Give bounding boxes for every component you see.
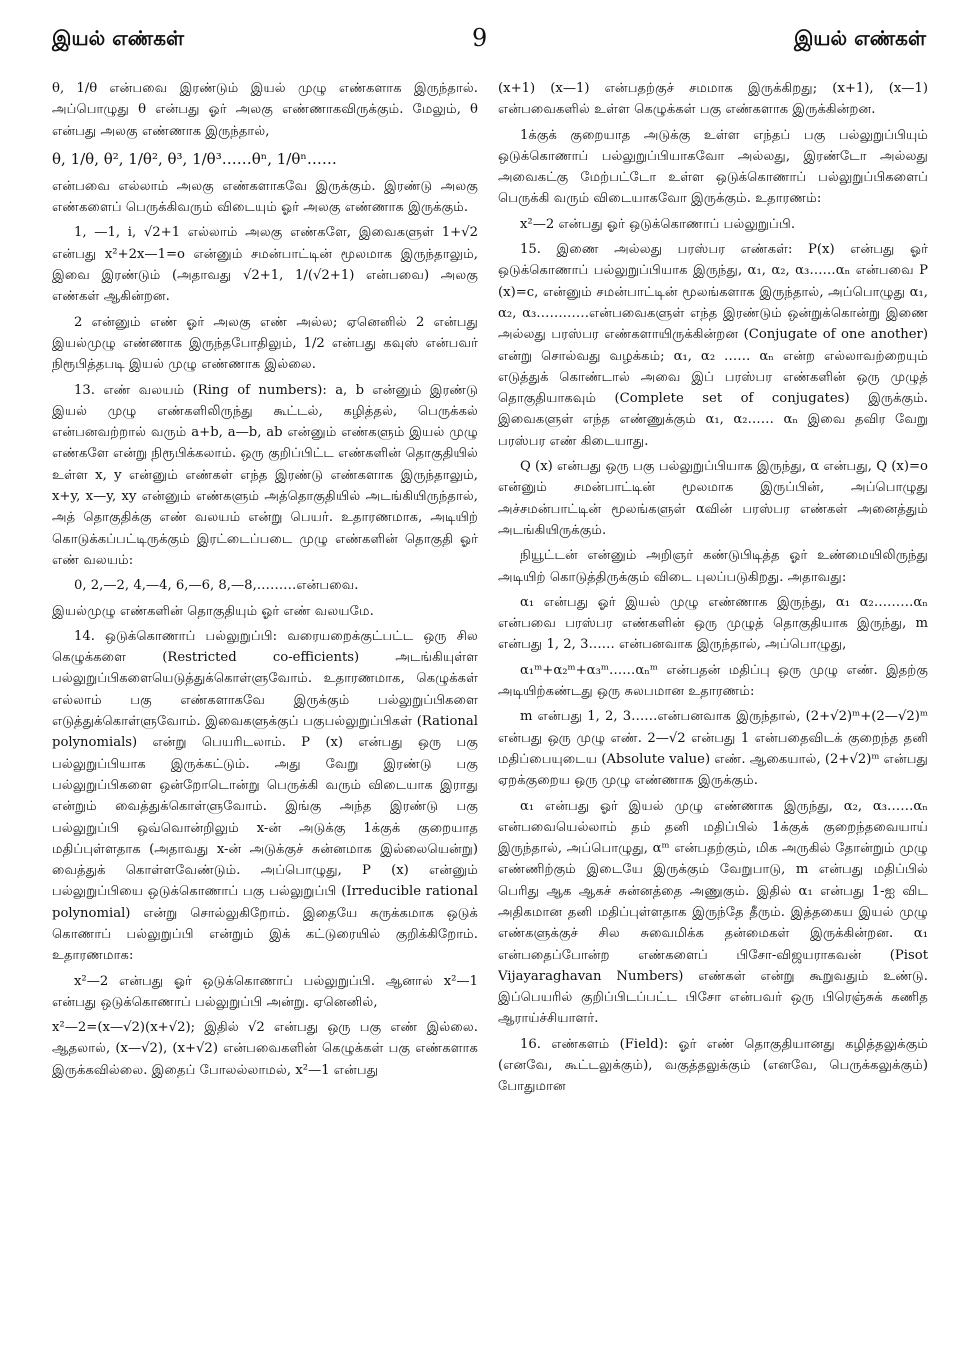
- paragraph: x²—2 என்பது ஓர் ஒடுக்கொணாப் பல்லுறுப்பி.: [520, 216, 796, 232]
- paragraph: θ, 1/θ என்பவை இரண்டும் இயல் முழு எண்களாக இருந்தால். அப்பொழுது θ என்பது ஓர் அலகு எண்ணாகவிருக்கும். மேலும், θ என்பது அலகு எண்ணாக இருந்தால்,: [52, 81, 478, 139]
- paragraph: 1க்குக் குறையாத அடுக்கு உள்ள எந்தப் பகு பல்லுறுப்பியும் ஒடுக்கொணாப் பல்லுறுப்பியாகவோ அல்லது, இரண்டோ அல்லது அவைகட்கு மேற்பட்டோ உள்ள ஒடுக்கொணாப் பல்லுறுப்பிகளைப் பெருக்கி வரும் விடையாகவோ இருக்கும். உதாரணம்:: [498, 127, 928, 207]
- running-head-left: இயல் எண்கள்: [52, 26, 185, 50]
- paragraph: 16. எண்களம் (Field): ஓர் எண் தொகுதியானது கழித்தலுக்கும் (எனவே, கூட்டலுக்கும்), வகுத்தலுக்கும் (எனவே, பெருக்கலுக்கும்) போதுமான: [498, 1036, 928, 1095]
- paragraph: α₁ என்பது ஓர் இயல் முழு எண்ணாக இருந்து, α₁ α₂………αₙ என்பவை பரஸ்பர எண்களின் ஒரு முழுத் தொகுதியாக இருந்து, m என்பது 1, 2, 3…… என்பனவாக இருந்தால், அப்பொழுது,: [498, 594, 928, 653]
- paragraph: இயல்முழு எண்களின் தொகுதியும் ஓர் எண் வலயமே.: [52, 603, 374, 619]
- paragraph: என்பவை எல்லாம் அலகு எண்களாகவே இருக்கும். இரண்டு அலகு எண்களைப் பெருக்கிவரும் விடையும் ஓர் அலகு எண்ணாக இருக்கும்.: [52, 178, 478, 216]
- paragraph: நியூட்டன் என்னும் அறிஞர் கண்டுபிடித்த ஓர் உண்மையிலிருந்து அடியிற் கொடுத்திருக்கும் விடை புலப்படுகிறது. அதாவது:: [498, 548, 928, 585]
- paragraph: θ, 1/θ, θ², 1/θ², θ³, 1/θ³……θⁿ, 1/θⁿ……: [52, 149, 337, 168]
- running-head-right: இயல் எண்கள்: [793, 26, 926, 50]
- paragraph: 15. இணை அல்லது பரஸ்பர எண்கள்: P(x) என்பது ஓர் ஒடுக்கொணாப் பல்லுறுப்பியாக இருந்து, α₁, α₂, α₃……αₙ என்பவை P (x)=c, என்னும் சமன்பாட்டின் மூலங்களாக இருந்தால், அப்பொழுது α₁, α₂, α₃…………என்பவைகளுள் எந்த இரண்டும் ஒன்றுக்கொன்று இணை அல்லது பரஸ்பர எண்களாயிருக்கின்றன (Conjugate of one another) என்று சொல்வது வழக்கம்; α₁, α₂ …… αₙ என்ற எல்லாவற்றையும் எடுத்துக் கொண்டால் அவை இப் பரஸ்பர எண்களின் ஒரு முழுத் தொகுதியாகவும் (Complete set of conjugates) இருக்கும். இவைகளுள் எந்த எண்ணுக்கும் α₁, α₂…… αₙ இவை தவிர வேறு பரஸ்பர எண் கிடையாது.: [498, 242, 928, 449]
- paragraph: x²—2 என்பது ஓர் ஒடுக்கொணாப் பல்லுறுப்பி. ஆனால் x²—1 என்பது ஒடுக்கொணாப் பல்லுறுப்பி அன்று. ஏனெனில்,: [52, 973, 478, 1010]
- paragraph: α₁ᵐ+α₂ᵐ+α₃ᵐ……αₙᵐ என்பதன் மதிப்பு ஒரு முழு எண். இதற்கு அடியிற்கண்டது ஒரு சுலபமான உதாரணம்:: [498, 662, 928, 700]
- paragraph: x²—2=(x—√2)(x+√2); இதில் √2 என்பது ஒரு பகு எண் இல்லை. ஆதலால், (x—√2), (x+√2) என்பவைகளின் கெழுக்கள் பகு எண்களாக இருக்கவில்லை. இதைப் போலல்லாமல், x²—1 என்பது: [52, 1020, 478, 1078]
- paragraph: 13. எண் வலயம் (Ring of numbers): a, b என்னும் இரண்டு இயல் முழு எண்களிலிருந்து கூட்டல், கழித்தல், பெருக்கல் என்பனவற்றால் வரும் a+b, a—b, ab என்னும் எண்களும் இயல் முழு எண்களே என்று நிரூபிக்கலாம். ஒரு குறிப்பிட்ட எண்களின் தொகுதியில் உள்ள x, y என்னும் எண்கள் எந்த இரண்டு எண்களாக இருந்தாலும், x+y, x—y, xy என்னும் எண்களும் அத்தொகுதியில் அடங்கியிருந்தால், அத் தொகுதிக்கு எண் வலயம் என்று பெயர். உதாரணமாக, அடியிற் கொடுக்கப்பட்டிருக்கும் இரட்டைப்படை முழு எண்களின் தொகுதி ஓர் எண் வலயம்:: [52, 382, 478, 568]
- paragraph: m என்பது 1, 2, 3……என்பனவாக இருந்தால், (2+√2)ᵐ+(2—√2)ᵐ என்பது ஒரு முழு எண். 2—√2 என்பது 1 என்பதைவிடக் குறைந்த தனி மதிப்பையுடைய (Absolute value) எண். ஆகையால், (2+√2)ᵐ என்பது ஏறக்குறைய ஒரு முழு எண்ணாக இருக்கும்.: [498, 709, 928, 789]
- page-number: 9: [472, 24, 488, 52]
- paragraph: 14. ஒடுக்கொணாப் பல்லுறுப்பி: வரையறைக்குட்பட்ட ஒரு சில கெழுக்களை (Restricted co-efficients) அடங்கியுள்ள பல்லுறுப்பிகளையெடுத்துக்கொள்ளுவோம். உதாரணமாக, கெழுக்கள் எல்லாம் பகு எண்களாகவே இருக்கும் பல்லுறுப்பிகளை எடுத்துக்கொள்ளுவோம். இவைகளுக்குப் பகுபல்லுறுப்பிகள் (Rational polynomials) என்று பெயரிடலாம். P (x) என்பது ஒரு பகு பல்லுறுப்பியாக இருக்கட்டும். அது வேறு இரண்டு பகு பல்லுறுப்பிகளை ஒன்றோடொன்று பெருக்கி வரும் விடையாக இராது என்றும் வைத்துக்கொள்ளுவோம். இங்கு அந்த இரண்டு பகு பல்லுறுப்பி ஒவ்வொன்றிலும் x-ன் அடுக்கு 1க்குக் குறையாத மதிப்புள்ளதாக (அதாவது x-ன் அடுக்குச் சுன்னமாக இல்லையென்று) வைத்துக் கொள்ளவேண்டும். அப்பொழுது, P (x) என்னும் பல்லுறுப்பியை ஒடுக்கொணாப் பகு பல்லுறுப்பி (Irreducible rational polynomial) என்று சொல்லுகிறோம். இதையே சுருக்கமாக ஒடுக் கொணாப் பல்லுறுப்பி என்றும் இக் கட்டுரையில் குறிக்கிறோம். உதாரணமாக:: [52, 628, 478, 964]
- paragraph: Q (x) என்பது ஒரு பகு பல்லுறுப்பியாக இருந்து, α என்பது, Q (x)=o என்னும் சமன்பாட்டின் மூலமாக இருப்பின், அப்பொழுது அச்சமன்பாட்டின் மூலங்களுள் αவின் பரஸ்பர எண்கள் அனைத்தும் அடங்கியிருக்கும்.: [498, 459, 928, 538]
- paragraph: 2 என்னும் எண் ஓர் அலகு எண் அல்ல; ஏனெனில் 2 என்பது இயல்முழு எண்ணாக இருந்தபோதிலும், 1/2 என்பது கவுஸ் என்பவர் நிரூபித்தபடி இயல் முழு எண்ணாக இல்லை.: [52, 314, 478, 373]
- paragraph: (x+1) (x—1) என்பதற்குச் சமமாக இருக்கிறது; (x+1), (x—1) என்பவைகளில் உள்ள கெழுக்கள் பகு எண்களாக இருக்கின்றன.: [498, 81, 928, 118]
- paragraph: 0, 2,—2, 4,—4, 6,—6, 8,—8,………என்பவை.: [74, 578, 359, 594]
- paragraph: 1, —1, i, √2+1 எல்லாம் அலகு எண்களே, இவைகளுள் 1+√2 என்பது x²+2x—1=o என்னும் சமன்பாட்டின் மூலமாக இருந்தாலும், இவை இரண்டும் (அதாவது √2+1, 1/(√2+1) என்பவை) அலகு எண்கள் ஆகின்றன.: [52, 225, 478, 305]
- left-column: [52, 78, 478, 1360]
- paragraph: α₁ என்பது ஓர் இயல் முழு எண்ணாக இருந்து, α₂, α₃……αₙ என்பவையெல்லாம் தம் தனி மதிப்பில் 1க்குக் குறைந்தவையாய் இருந்தால், அப்பொழுது, αᵐ என்பதற்கும், மிக அருகில் தோன்றும் முழு எண்ணிற்கும் இடையே இருக்கும் வேறுபாடு, m என்பது மதிப்பில் பெரிது ஆக ஆகச் சுன்னத்தை அணுகும். இதில் α₁ என்பது 1-ஐ விட அதிகமான தனி மதிப்புள்ளதாக இருந்தே தீரும். இத்தகைய இயல் முழு எண்களுக்குச் சில சுவைமிக்க தன்மைகள் இருக்கின்றன. α₁ என்பதைப்போன்ற எண்களைப் பிசோ-விஜயராகவன் (Pisot Vijayaraghavan Numbers) எண்கள் என்று கூறுவதும் உண்டு. இப்பெயரில் குறிப்பிடப்பட்ட பிசோ என்பவர் ஒரு பிரெஞ்சுக் கணித ஆராய்ச்சியாளர்.: [498, 798, 928, 1027]
- right-column: [498, 78, 928, 1360]
